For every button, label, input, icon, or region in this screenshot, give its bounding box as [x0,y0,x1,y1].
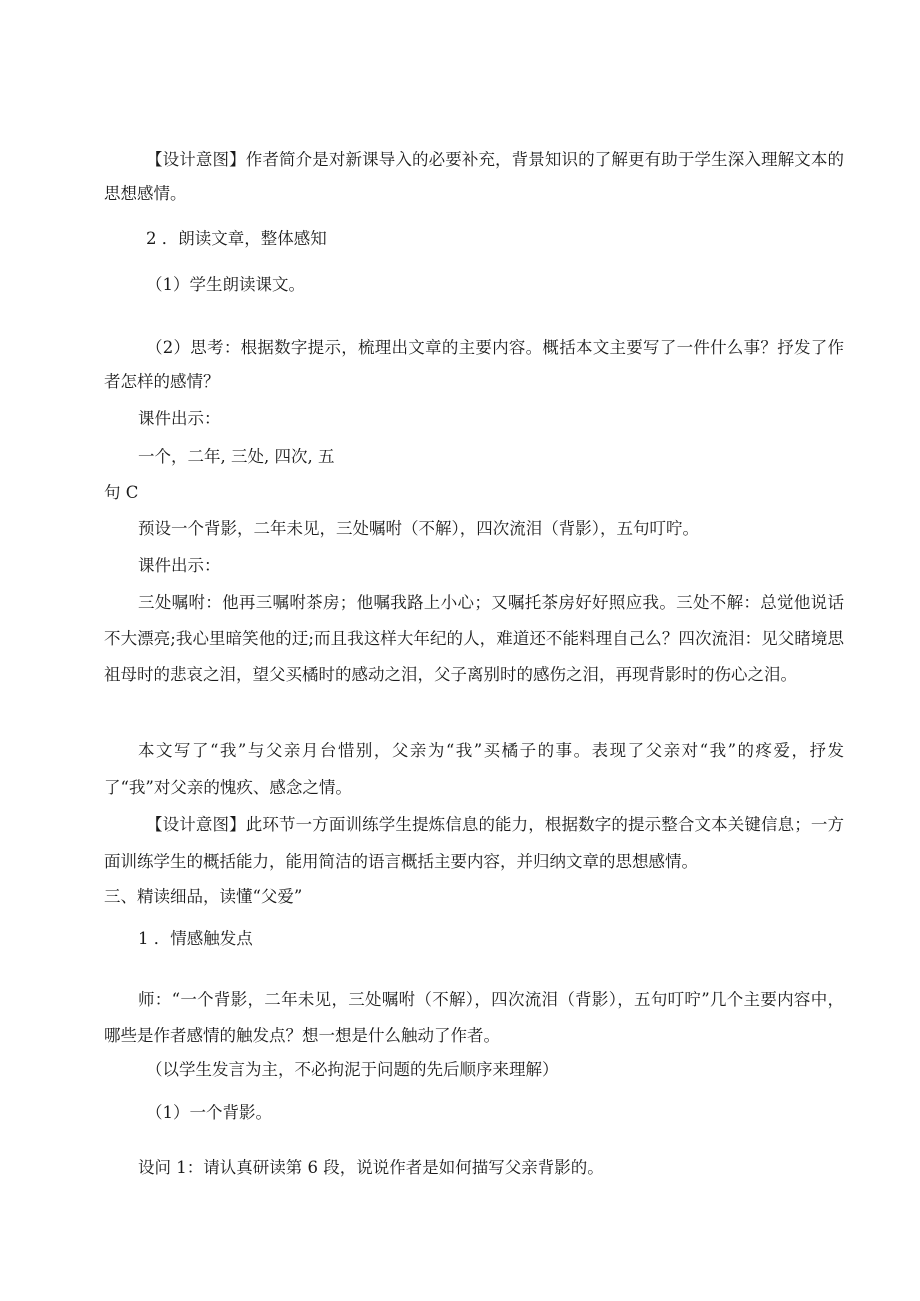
summary-paragraph: 本文写了“我”与父亲月台惜别，父亲为“我”买橘子的事。表现了父亲对“我”的疼爱，抒发了“我”对父亲的愧疚、感念之情。 [104,741,844,797]
subsection-emotion-trigger: 1 ．情感触发点 [138,929,253,948]
design-intent-paragraph-1: 【设计意图】作者简介是对新课导入的必要补充，背景知识的了解更有助于学生深入理解文本的思想感情。 [104,150,844,203]
teacher-question-paragraph: 师：“一个背影，二年未见，三处嘱咐（不解），四次流泪（背影），五句叮咛”几个主要内容中，哪些是作者感情的触发点？想一想是什么触动了作者。 [104,990,844,1045]
think-question-paragraph: （2）思考：根据数字提示，梳理出文章的主要内容。概括本文主要写了一件什么事？抒发了作者怎样的感情？ [104,338,844,391]
courseware-label-1: 课件出示： [138,409,221,428]
section-heading-3: 三、精读细品，读懂“父爱” [104,887,303,906]
number-hints-continued: 句 C [104,483,139,502]
number-hints-line: 一个，二年, 三处, 四次, 五 [138,447,335,466]
design-intent-paragraph-2: 【设计意图】此环节一方面训练学生提炼信息的能力，根据数字的提示整合文本关键信息；一方面训练学生的概括能力，能用简洁的语言概括主要内容，并归纳文章的思想感情。 [104,815,844,871]
section-heading-2: 2 ．朗读文章，整体感知 [146,229,327,248]
courseware-label-2: 课件出示： [138,556,221,575]
preset-answer: 预设一个背影，二年未见，三处嘱咐（不解），四次流泪（背影），五句叮咛。 [138,519,699,538]
item-one-back-view: （1）一个背影。 [146,1103,272,1122]
courseware-detail-paragraph: 三处嘱咐：他再三嘱咐茶房；他嘱我路上小心；又嘱托茶房好好照应我。三处不解：总觉他说话不大漂亮;我心里暗笑他的迂;而且我这样大年纪的人，难道还不能料理自己么？四次流泪：见父睹境思祖母时的悲哀之泪，望父买橘时的感动之泪，父子离别时的感伤之泪，再现背影时的伤心之泪。 [104,593,844,684]
read-aloud-step: （1）学生朗读课文。 [146,275,305,294]
guiding-question-1: 设问 1：请认真研读第 6 段，说说作者是如何描写父亲背影的。 [138,1158,604,1177]
teacher-note: （以学生发言为主，不必拘泥于问题的先后顺序来理解） [146,1060,559,1079]
